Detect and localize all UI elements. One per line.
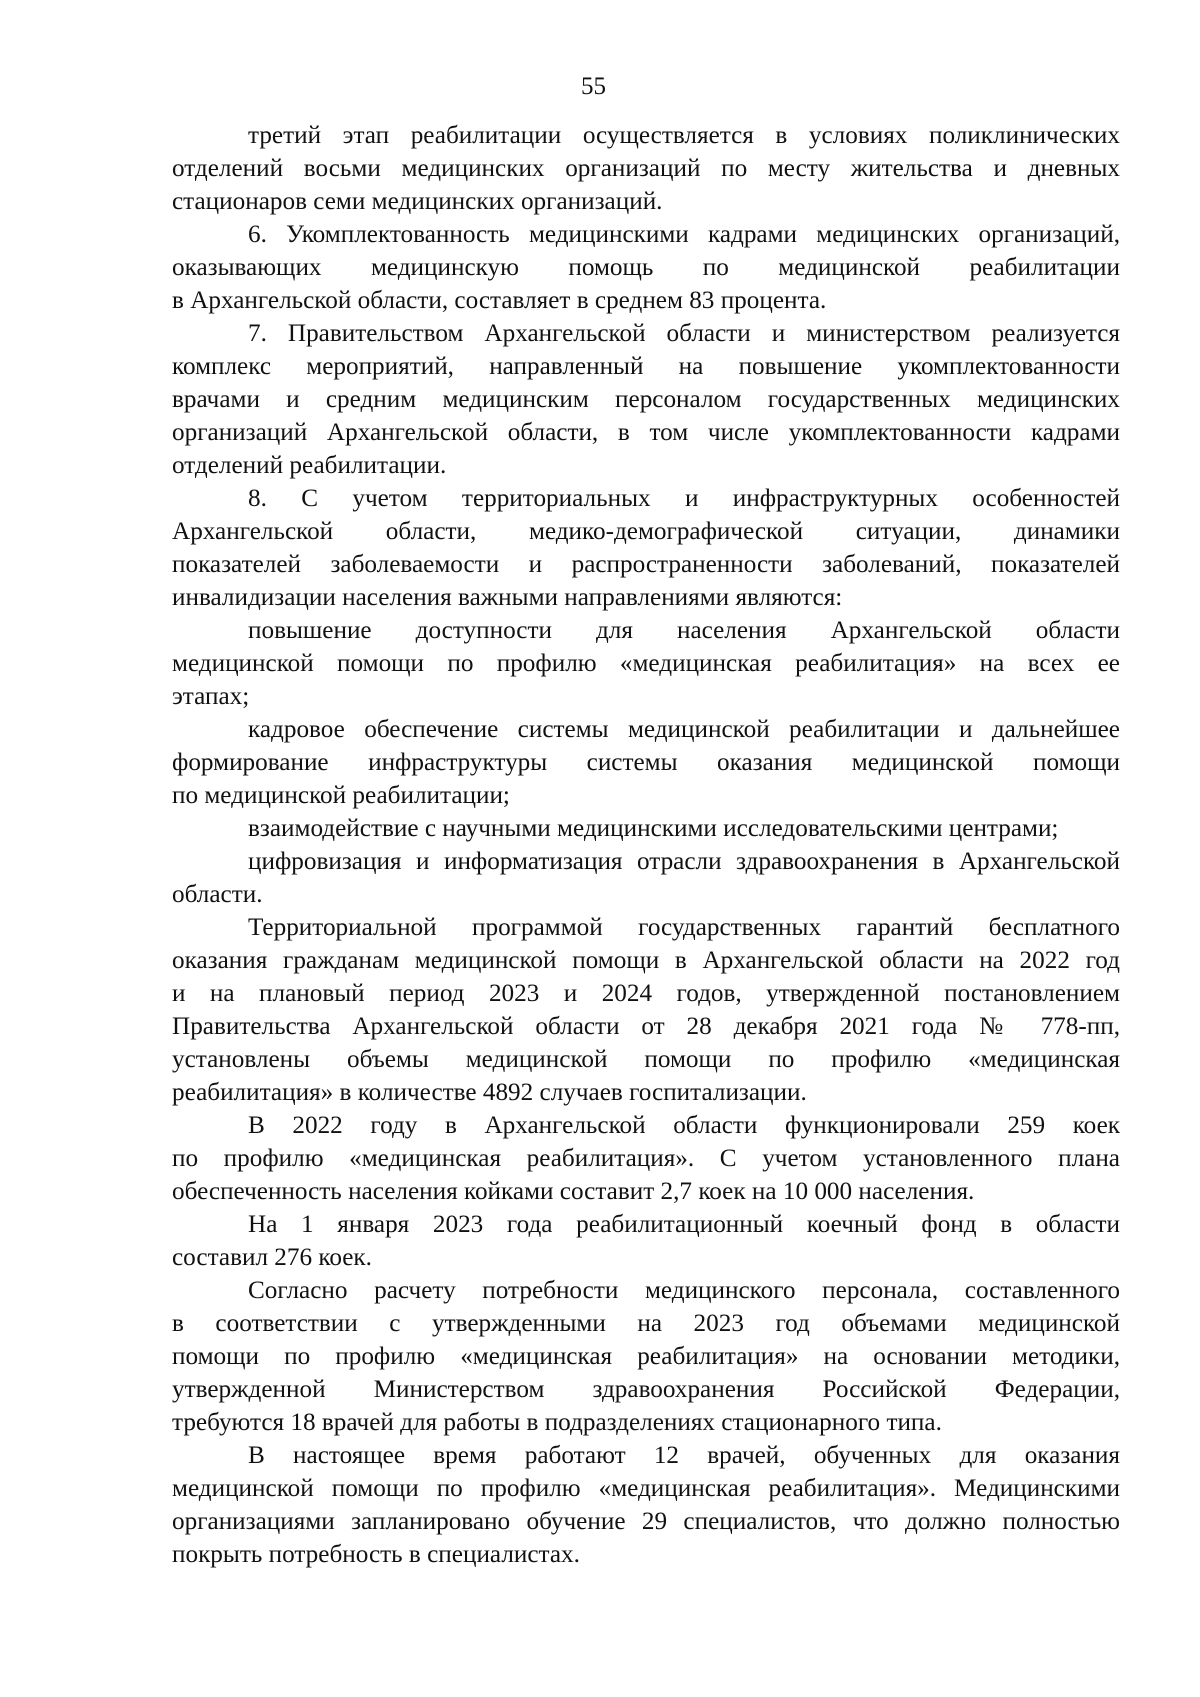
text-line: этапах; bbox=[172, 683, 250, 710]
paragraph bbox=[172, 812, 1120, 845]
page-number: 55 bbox=[581, 73, 606, 100]
text-line: по профилю «медицинская реабилитация». С учетом установленного плана bbox=[172, 1145, 1120, 1172]
text-line: В настоящее время работают 12 врачей, обученных для оказания bbox=[248, 1442, 1120, 1469]
text-line: Территориальной программой государственных гарантий бесплатного bbox=[248, 914, 1120, 941]
text-line: медицинской помощи по профилю «медицинская реабилитация» на всех ее bbox=[172, 650, 1120, 677]
text-line: организаций Архангельской области, в том числе укомплектованности кадрами bbox=[172, 419, 1120, 446]
text-line: комплекс мероприятий, направленный на повышение укомплектованности bbox=[172, 353, 1120, 380]
paragraph bbox=[172, 911, 1120, 1109]
text-line: отделений восьми медицинских организаций по месту жительства и дневных bbox=[172, 155, 1120, 182]
text-line: 7. Правительством Архангельской области и министерством реализуется bbox=[248, 320, 1120, 347]
paragraph bbox=[172, 317, 1120, 482]
text-line: медицинской помощи по профилю «медицинская реабилитация». Медицинскими bbox=[172, 1475, 1120, 1502]
text-line: в соответствии с утвержденными на 2023 год объемами медицинской bbox=[172, 1310, 1120, 1337]
text-line: оказания гражданам медицинской помощи в Архангельской области на 2022 год bbox=[172, 947, 1120, 974]
paragraph bbox=[172, 218, 1120, 317]
text-line: обеспеченность населения койками составит 2,7 коек на 10 000 населения. bbox=[172, 1178, 975, 1205]
text-line: реабилитация» в количестве 4892 случаев госпитализации. bbox=[172, 1079, 807, 1106]
text-line: требуются 18 врачей для работы в подразделениях стационарного типа. bbox=[172, 1409, 942, 1436]
text-line: 6. Укомплектованность медицинскими кадрами медицинских организаций, bbox=[248, 221, 1120, 248]
text-line: показателей заболеваемости и распространенности заболеваний, показателей bbox=[172, 551, 1120, 578]
text-line: кадровое обеспечение системы медицинской реабилитации и дальнейшее bbox=[248, 716, 1120, 743]
text-line: В 2022 году в Архангельской области функционировали 259 коек bbox=[248, 1112, 1120, 1139]
text-line: организациями запланировано обучение 29 специалистов, что должно полностью bbox=[172, 1508, 1120, 1535]
text-line: области. bbox=[172, 881, 263, 908]
paragraph bbox=[172, 614, 1120, 713]
text-line: Согласно расчету потребности медицинского персонала, составленного bbox=[248, 1277, 1120, 1304]
text-line: взаимодействие с научными медицинскими исследовательскими центрами; bbox=[248, 815, 1059, 842]
text-line: отделений реабилитации. bbox=[172, 452, 447, 479]
text-line: 8. С учетом территориальных и инфраструктурных особенностей bbox=[248, 485, 1120, 512]
document-body bbox=[172, 119, 1120, 1571]
text-line: составил 276 коек. bbox=[172, 1244, 372, 1271]
paragraph bbox=[172, 119, 1120, 218]
text-line: стационаров семи медицинских организаций. bbox=[172, 188, 663, 215]
paragraph bbox=[172, 482, 1120, 614]
paragraph bbox=[172, 1208, 1120, 1274]
text-line: третий этап реабилитации осуществляется в условиях поликлинических bbox=[248, 122, 1120, 149]
text-line: цифровизация и информатизация отрасли здравоохранения в Архангельской bbox=[248, 848, 1120, 875]
text-line: формирование инфраструктуры системы оказания медицинской помощи bbox=[172, 749, 1120, 776]
text-line: помощи по профилю «медицинская реабилитация» на основании методики, bbox=[172, 1343, 1120, 1370]
text-line: покрыть потребность в специалистах. bbox=[172, 1541, 580, 1568]
text-line: установлены объемы медицинской помощи по профилю «медицинская bbox=[172, 1046, 1120, 1073]
paragraph bbox=[172, 1439, 1120, 1571]
text-line: Правительства Архангельской области от 28 декабря 2021 года № 778-пп, bbox=[172, 1013, 1120, 1040]
text-line: и на плановый период 2023 и 2024 годов, утвержденной постановлением bbox=[172, 980, 1120, 1007]
paragraph bbox=[172, 713, 1120, 812]
text-line: Архангельской области, медико-демографической ситуации, динамики bbox=[172, 518, 1120, 545]
text-line: утвержденной Министерством здравоохранения Российской Федерации, bbox=[172, 1376, 1120, 1403]
paragraph bbox=[172, 845, 1120, 911]
paragraph bbox=[172, 1109, 1120, 1208]
text-line: На 1 января 2023 года реабилитационный коечный фонд в области bbox=[248, 1211, 1120, 1238]
text-line: повышение доступности для населения Архангельской области bbox=[248, 617, 1120, 644]
text-line: инвалидизации населения важными направлениями являются: bbox=[172, 584, 843, 611]
text-line: в Архангельской области, составляет в среднем 83 процента. bbox=[172, 287, 827, 314]
text-line: по медицинской реабилитации; bbox=[172, 782, 510, 809]
paragraph bbox=[172, 1274, 1120, 1439]
text-line: врачами и средним медицинским персоналом государственных медицинских bbox=[172, 386, 1120, 413]
text-line: оказывающих медицинскую помощь по медицинской реабилитации bbox=[172, 254, 1120, 281]
